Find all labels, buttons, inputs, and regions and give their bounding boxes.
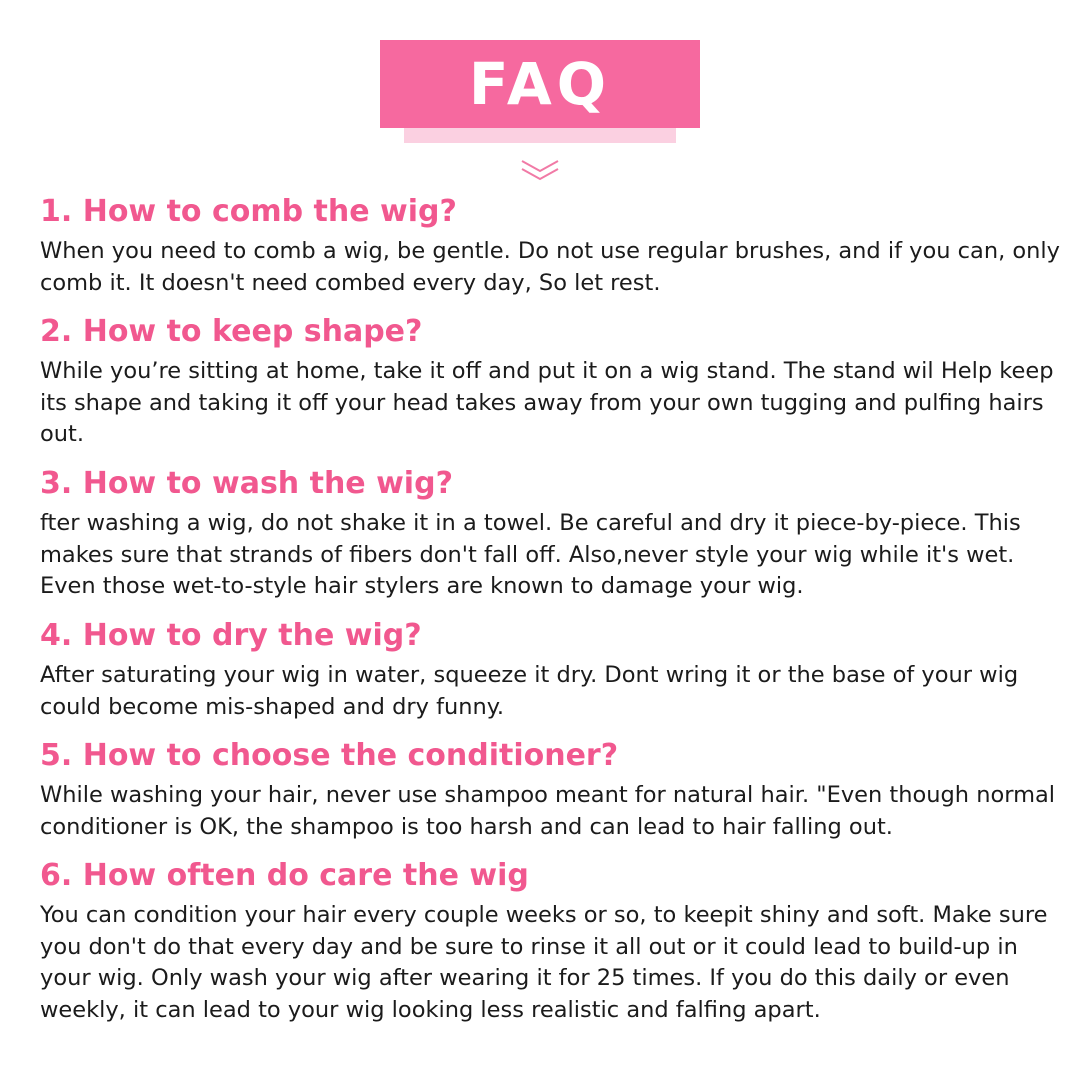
faq-item bbox=[40, 856, 1070, 1026]
faq-answer: You can condition your hair every couple weeks or so, to keepit shiny and soft. Make sure you don't do that every day and be sure to rinse it all out or it could lead to build-up in your wig. Only wash your wig after wearing it for 25 times. If you do this daily or even weekly, it can lead to your wig looking less realistic and falfing apart. bbox=[40, 902, 1048, 1023]
faq-question: 6. How often do care the wig bbox=[40, 858, 529, 893]
faq-item bbox=[40, 736, 1070, 843]
page-title: FAQ bbox=[468, 50, 612, 118]
title-badge bbox=[380, 40, 700, 128]
double-chevron-down-icon bbox=[518, 156, 562, 184]
title-badge-shadow bbox=[404, 126, 676, 143]
faq-answer: While you’re sitting at home, take it off and put it on a wig stand. The stand wil Help keep its shape and taking it off your head takes away from your own tugging and pulfing hairs out. bbox=[40, 358, 1054, 447]
faq-header bbox=[0, 0, 1080, 190]
faq-question: 5. How to choose the conditioner? bbox=[40, 738, 619, 773]
faq-question: 3. How to wash the wig? bbox=[40, 466, 453, 501]
faq-answer: fter washing a wig, do not shake it in a towel. Be careful and dry it piece-by-piece. This makes sure that strands of fibers don't fall off. Also,never style your wig while it's wet. Even those wet-to-style hair stylers are known to damage your wig. bbox=[40, 510, 1021, 599]
faq-item bbox=[40, 616, 1070, 723]
faq-item bbox=[40, 312, 1070, 451]
faq-question: 1. How to comb the wig? bbox=[40, 194, 457, 229]
faq-answer: After saturating your wig in water, squeeze it dry. Dont wring it or the base of your wig could become mis-shaped and dry funny. bbox=[40, 662, 1019, 720]
faq-question: 4. How to dry the wig? bbox=[40, 618, 422, 653]
faq-answer: When you need to comb a wig, be gentle. Do not use regular brushes, and if you can, only comb it. It doesn't need combed every day, So let rest. bbox=[40, 238, 1060, 296]
faq-item bbox=[40, 464, 1070, 603]
faq-question: 2. How to keep shape? bbox=[40, 314, 423, 349]
faq-answer: While washing your hair, never use shampoo meant for natural hair. "Even though normal conditioner is OK, the shampoo is too harsh and can lead to hair falling out. bbox=[40, 782, 1056, 840]
faq-item bbox=[40, 192, 1070, 299]
